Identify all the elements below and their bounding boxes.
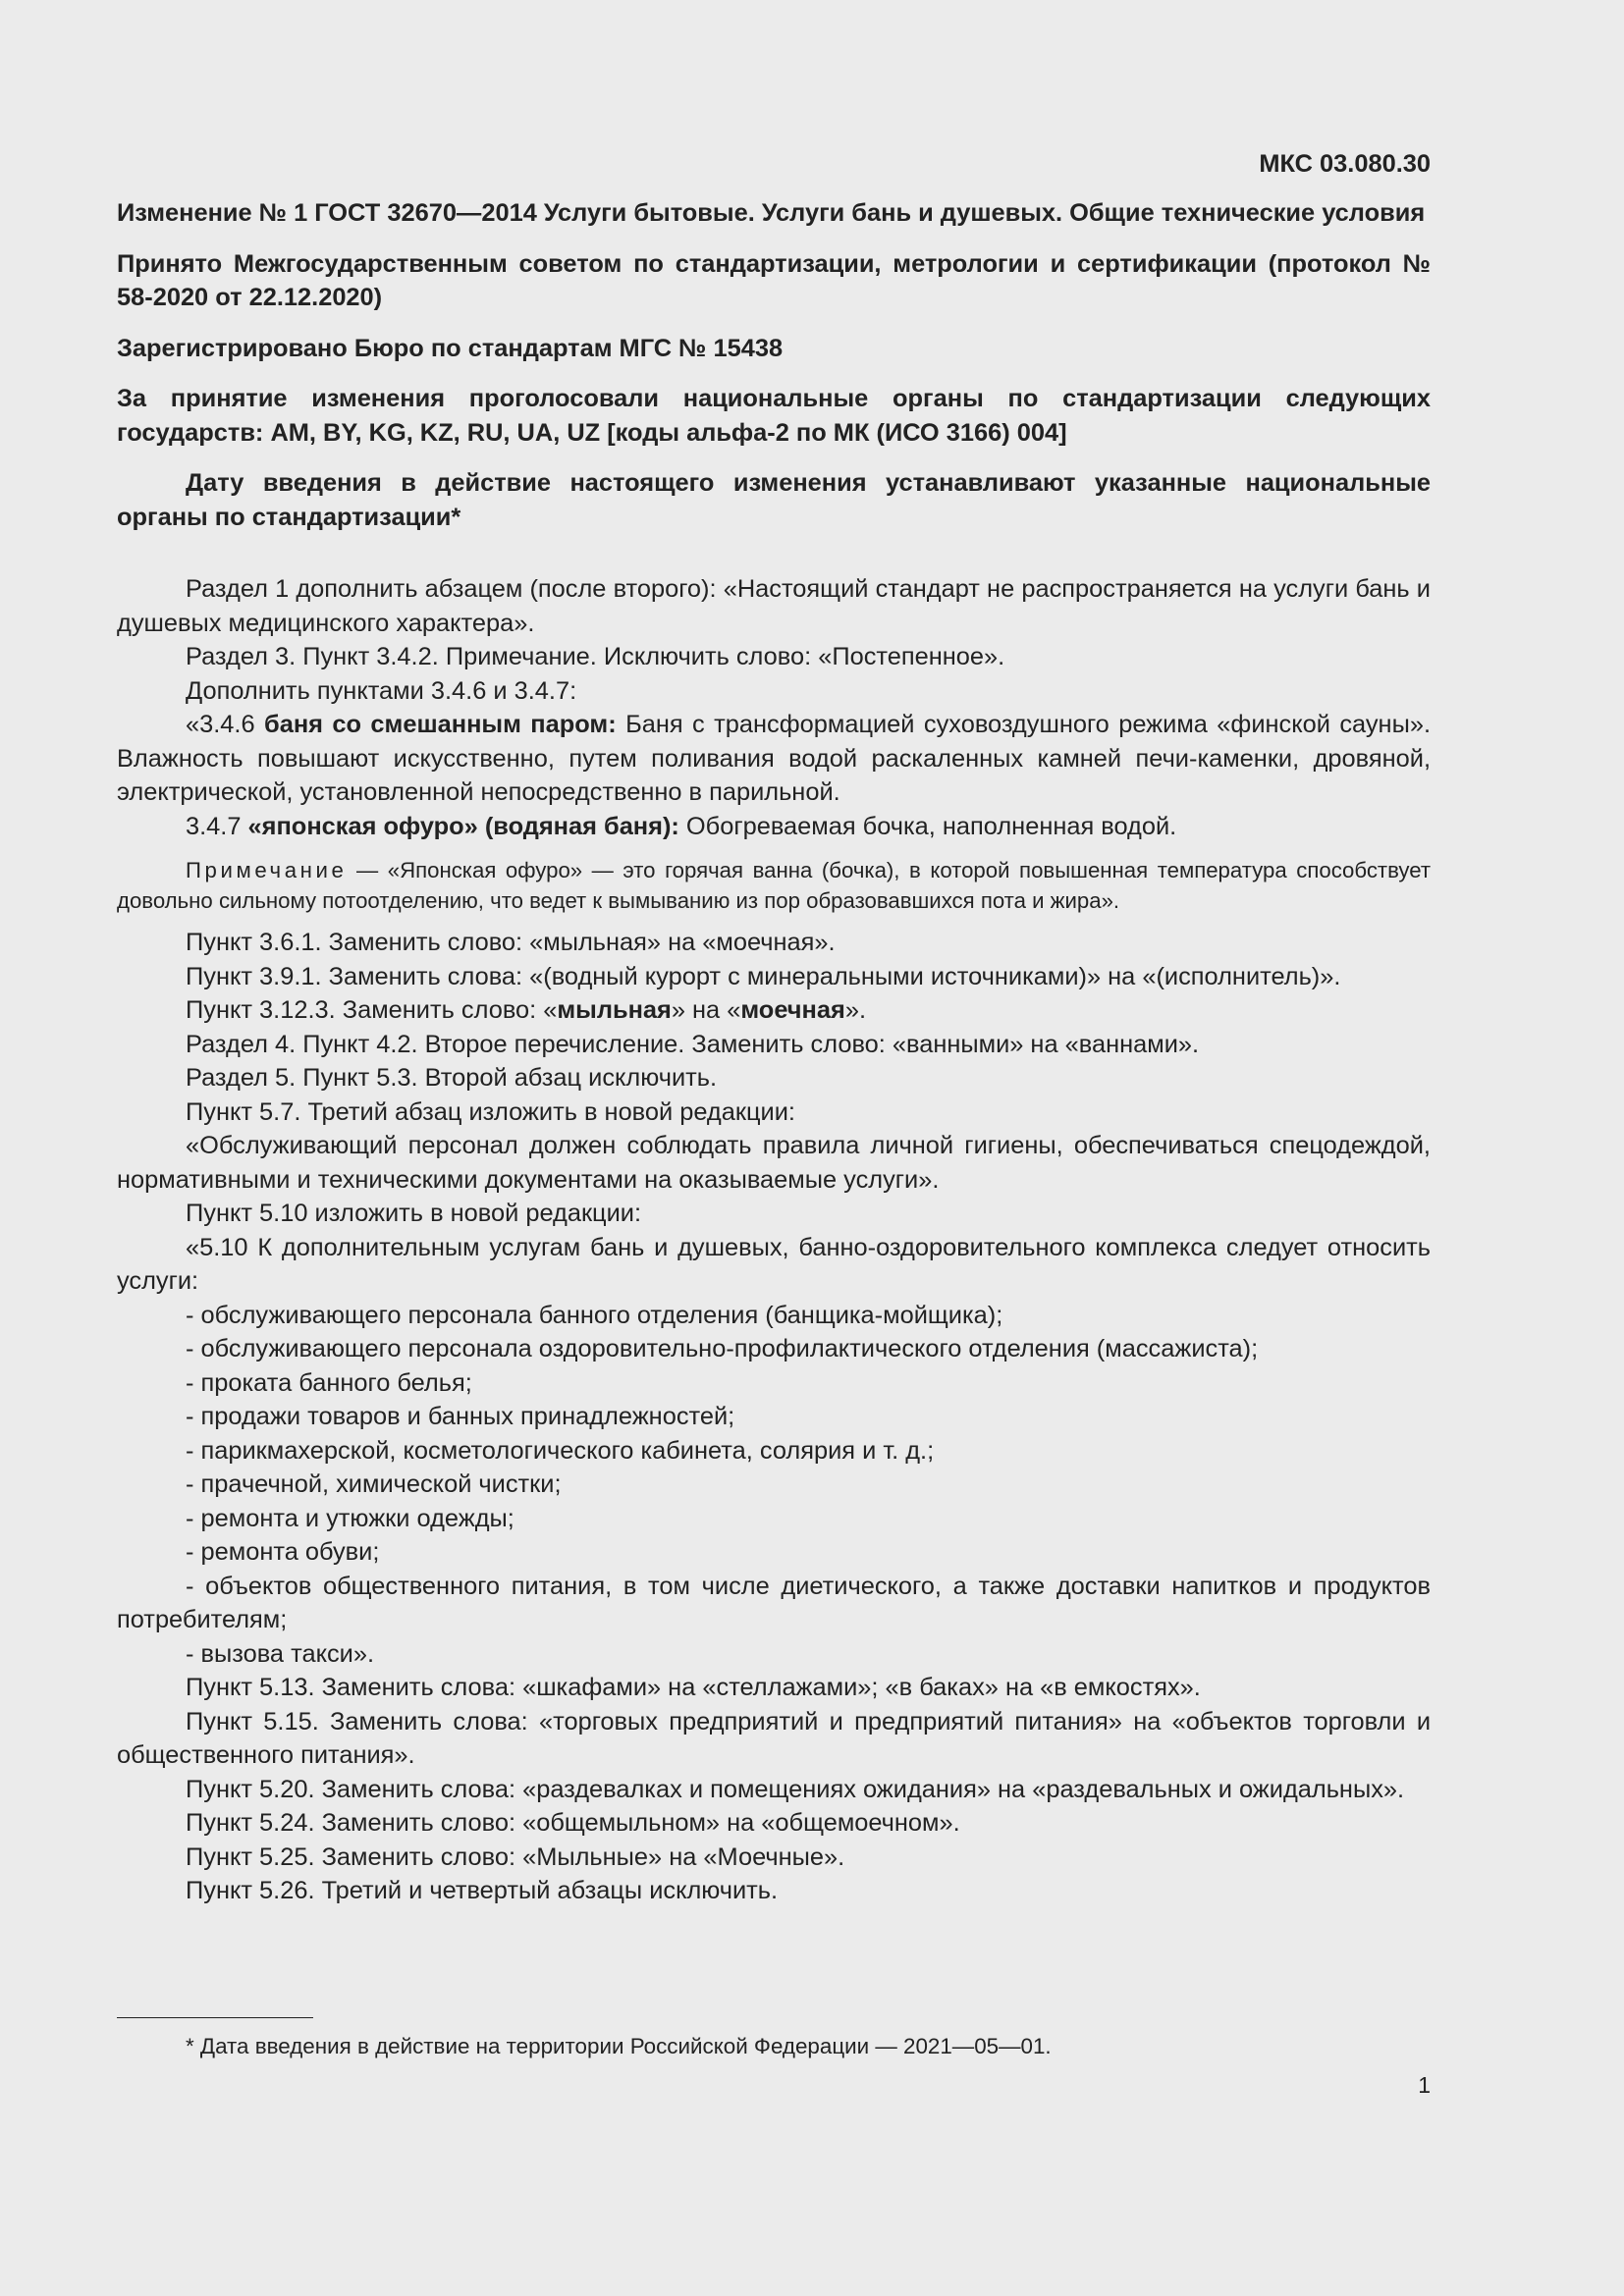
paragraph-5-13: Пункт 5.13. Заменить слова: «шкафами» на «стеллажами»; «в баках» на «в емкостях». [186, 1674, 1201, 1701]
list-item: - объектов общественного питания, в том числе диетического, а также доставки напитков и продуктов потребителям; [117, 1572, 1431, 1633]
adopted-statement: Принято Межгосударственным советом по стандартизации, метрологии и сертификации (протокол № 58-2020 от 22.12.2020) [117, 249, 1431, 311]
definition-3-4-6: «3.4.6 баня со смешанным паром: Баня с трансформацией суховоздушного режима «финской сауны». Влажность повышают искусственно, путем поливания водой раскаленных камней печи-каменки, дровяной, электрической, установленной непосредственно в парильной. [117, 711, 1432, 806]
paragraph-section-3: Раздел 3. Пункт 3.4.2. Примечание. Исключить слово: «Постепенное». [186, 643, 1005, 670]
footnote: * Дата введения в действие на территории Российской Федерации — 2021—05—01. [186, 2034, 1052, 2058]
term-japanese-ofuro: «японская офуро» (водяная баня): [247, 812, 679, 840]
paragraph-5-26: Пункт 5.26. Третий и четвертый абзацы исключить. [186, 1877, 779, 1904]
effective-date-statement: Дату введения в действие настоящего изменения устанавливают указанные национальные органы по стандартизации* [117, 469, 1431, 531]
mks-code: МКС 03.080.30 [1259, 150, 1431, 178]
term-mixed-steam-bath: баня со смешанным паром: [264, 711, 617, 738]
list-item: - обслуживающего персонала банного отделения (банщика-мойщика); [186, 1301, 1003, 1329]
paragraph-3-6-1: Пункт 3.6.1. Заменить слово: «мыльная» на «моечная». [186, 929, 836, 956]
paragraph-5-10: Пункт 5.10 изложить в новой редакции: [186, 1200, 642, 1227]
note-paragraph: Примечание — «Японская офуро» — это горячая ванна (бочка), в которой повышенная температура способствует довольно сильному потоотделению, что ведет к вымыванию из пор образовавшихся пота и жира». [117, 858, 1431, 913]
document-content [117, 147, 1431, 1908]
paragraph-5-20: Пункт 5.20. Заменить слова: «раздевалках и помещениях ожидания» на «раздевальных и ожидальных». [186, 1775, 1405, 1803]
amendment-title: Изменение № 1 ГОСТ 32670—2014 Услуги бытовые. Услуги бань и душевых. Общие технические условия [117, 199, 1426, 227]
list-item: - прачечной, химической чистки; [186, 1470, 562, 1498]
registration-statement: Зарегистрировано Бюро по стандартам МГС № 15438 [117, 334, 784, 362]
paragraph-3-12-3: Пункт 3.12.3. Заменить слово: «мыльная» на «моечная». [186, 996, 867, 1024]
paragraph-5-15: Пункт 5.15. Заменить слова: «торговых предприятий и предприятий питания» на «объектов торговли и общественного питания». [117, 1707, 1431, 1769]
list-item: - проката банного белья; [186, 1368, 472, 1397]
list-item: - продажи товаров и банных принадлежностей; [186, 1403, 735, 1430]
list-item: - обслуживающего персонала оздоровительно-профилактического отделения (массажиста); [186, 1335, 1259, 1362]
page-number: 1 [1418, 2072, 1431, 2098]
paragraph-section-1: Раздел 1 дополнить абзацем (после второго): «Настоящий стандарт не распространяется на услуги бань и душевых медицинского характера». [117, 575, 1431, 637]
definition-3-4-7: 3.4.7 «японская офуро» (водяная баня): Обогреваемая бочка, наполненная водой. [186, 812, 1177, 840]
paragraph-3-9-1: Пункт 3.9.1. Заменить слова: «(водный курорт с минеральными источниками)» на «(исполнитель)». [186, 962, 1341, 990]
paragraph-5-10-text: «5.10 К дополнительным услугам бань и душевых, банно-оздоровительного комплекса следует относить услуги: [117, 1233, 1431, 1295]
paragraph-5-3: Раздел 5. Пункт 5.3. Второй абзац исключить. [186, 1064, 718, 1092]
paragraph-5-7-text: «Обслуживающий персонал должен соблюдать правила личной гигиены, обеспечиваться спецодеждой, нормативными и техническими документами на оказываемые услуги». [117, 1132, 1431, 1194]
paragraph-add-items: Дополнить пунктами 3.4.6 и 3.4.7: [186, 676, 577, 705]
voting-statement: За принятие изменения проголосовали национальные органы по стандартизации следующих государств: AM, BY, KG, KZ, RU, UA, UZ [коды альфа-2 по МК (ИСО 3166) 004] [117, 385, 1431, 447]
list-item: - ремонта и утюжки одежды; [186, 1504, 514, 1532]
list-item: - парикмахерской, косметологического кабинета, солярия и т. д.; [186, 1436, 935, 1465]
list-item: - ремонта обуви; [186, 1538, 380, 1566]
paragraph-section-4: Раздел 4. Пункт 4.2. Второе перечисление. Заменить слово: «ванными» на «ваннами». [186, 1030, 1200, 1058]
paragraph-5-24: Пункт 5.24. Заменить слово: «общемыльном» на «общемоечном». [186, 1809, 960, 1837]
note-label: Примечание [186, 858, 348, 882]
list-item: - вызова такси». [186, 1639, 375, 1668]
footnote-divider [117, 2017, 313, 2018]
paragraph-5-25: Пункт 5.25. Заменить слово: «Мыльные» на «Моечные». [186, 1842, 845, 1871]
paragraph-5-7: Пункт 5.7. Третий абзац изложить в новой редакции: [186, 1097, 795, 1126]
